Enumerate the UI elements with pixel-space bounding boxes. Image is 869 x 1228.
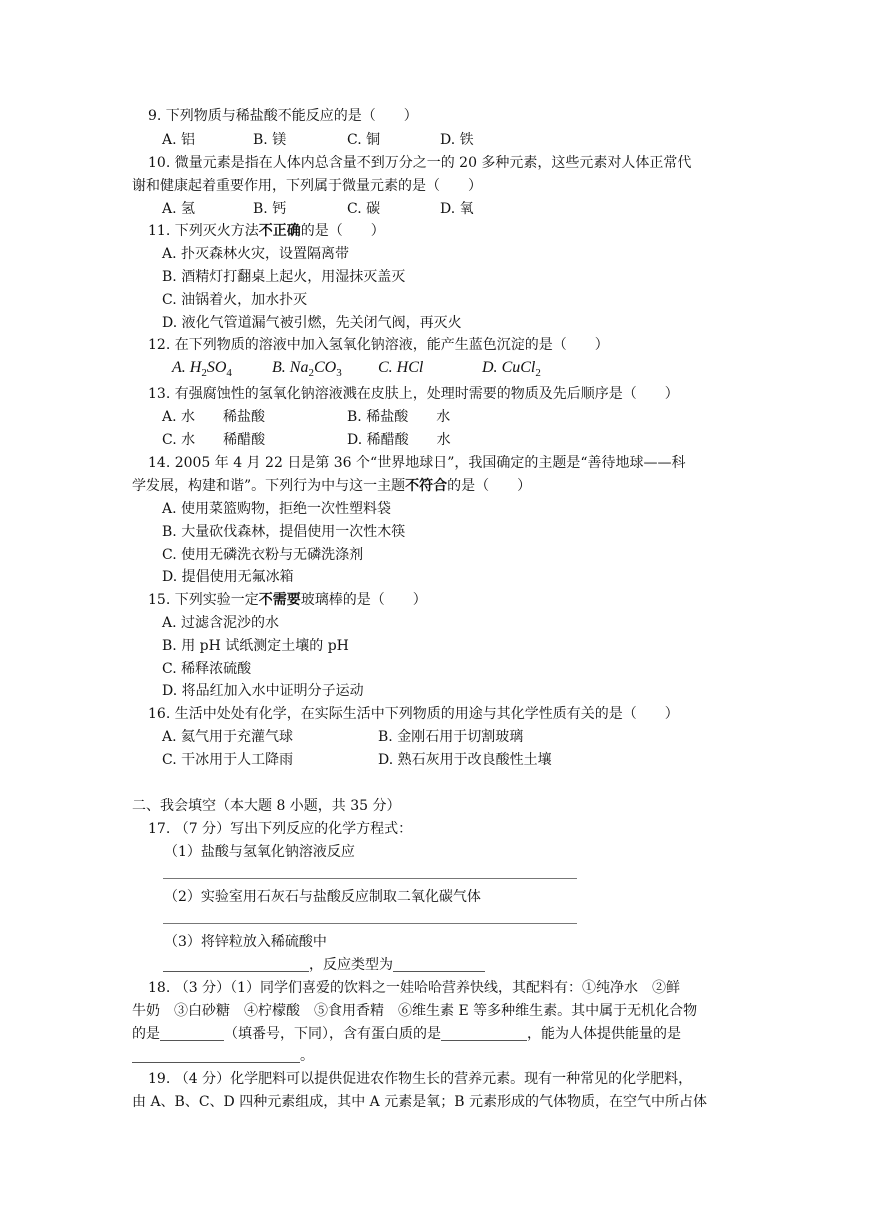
q12-option-d: D. CuCl$_2$ <box>482 359 541 379</box>
q12-option-a: A. $H_2SO_4$ <box>172 359 232 379</box>
q10-option-b: B. 钙 <box>253 201 287 217</box>
q17-stem: 17. （7 分）写出下列反应的化学方程式： <box>148 821 413 837</box>
q16-stem: 16. 生活中处处有化学，在实际生活中下列物质的用途与其化学性质有关的是（ ） <box>148 706 679 722</box>
q9-option-d: D. 铁 <box>440 132 474 148</box>
q13-option-d: D. 稀醋酸 水 <box>347 432 451 448</box>
q16-option-c: C. 干冰用于人工降雨 <box>162 752 294 768</box>
q15-emphasis: 不需要 <box>258 592 301 608</box>
q18-line3: 的是 （填番号，下同），含有蛋白质的是 ，能为人体提供能量的是 <box>132 1026 681 1042</box>
q17-equation-blank[interactable] <box>163 957 309 972</box>
q18-inorganic-blank[interactable] <box>160 1026 224 1041</box>
q18-protein-blank[interactable] <box>441 1026 527 1041</box>
q18-energy-blank[interactable] <box>132 1048 300 1063</box>
q13-option-c: C. 水 稀醋酸 <box>162 432 266 448</box>
q17-part2: （2）实验室用石灰石与盐酸反应制取二氧化碳气体 <box>164 889 481 905</box>
q12-option-b: B. $Na_2CO_3$ <box>272 359 342 379</box>
q14-option-b: B. 大量砍伐森林，提倡使用一次性木筷 <box>162 524 406 540</box>
q13-stem: 13. 有强腐蚀性的氢氧化钠溶液溅在皮肤上，处理时需要的物质及先后顺序是（ ） <box>148 386 679 402</box>
q17-answer-line-1[interactable] <box>163 878 577 879</box>
q15-option-b: B. 用 pH 试纸测定土壤的 pH <box>162 638 349 654</box>
q15-option-a: A. 过滤含泥沙的水 <box>162 615 280 631</box>
q14-option-d: D. 提倡使用无氟冰箱 <box>162 569 294 585</box>
q15-option-d: D. 将品红加入水中证明分子运动 <box>162 683 364 699</box>
q18-line1: 18. （3 分）（1）同学们喜爱的饮料之一娃哈哈营养快线，其配料有：①纯净水 ②鲜 <box>148 980 680 996</box>
q14-option-a: A. 使用菜篮购物，拒绝一次性塑料袋 <box>162 501 392 517</box>
q11-stem: 11. 下列灭火方法不正确的是（ ） <box>148 223 385 239</box>
q11-option-c: C. 油锅着火，加水扑灭 <box>162 292 308 308</box>
q18-line2: 牛奶 ③白砂糖 ④柠檬酸 ⑤食用香精 ⑥维生素 E 等多种维生素。其中属于无机化合物 <box>132 1003 698 1019</box>
q16-option-d: D. 熟石灰用于改良酸性土壤 <box>378 752 552 768</box>
q9-option-a: A. 铝 <box>162 132 196 148</box>
q14-emphasis: 不符合 <box>405 478 448 494</box>
q9-option-b: B. 镁 <box>253 132 287 148</box>
q9-stem: 9. 下列物质与稀盐酸不能反应的是（ ） <box>148 108 418 124</box>
q17-part3: （3）将锌粒放入稀硫酸中 <box>164 934 327 950</box>
q14-option-c: C. 使用无磷洗衣粉与无磷洗涤剂 <box>162 547 364 563</box>
q18-line4: 。 <box>132 1046 314 1066</box>
section2-title: 二、我会填空（本大题 8 小题，共 35 分） <box>132 798 401 814</box>
q12-option-c: C. HCl <box>378 359 424 376</box>
q13-option-b: B. 稀盐酸 水 <box>347 409 451 425</box>
q16-option-b: B. 金刚石用于切割玻璃 <box>378 729 524 745</box>
q17-part3-answer: ，反应类型为 <box>163 955 485 975</box>
q12-stem: 12. 在下列物质的溶液中加入氢氧化钠溶液，能产生蓝色沉淀的是（ ） <box>148 337 609 353</box>
q15-option-c: C. 稀释浓硫酸 <box>162 661 252 677</box>
q10-stem-line1: 10. 微量元素是指在人体内总含量不到万分之一的 20 多种元素，这些元素对人体正常代 <box>148 155 692 171</box>
q17-part1: （1）盐酸与氢氧化钠溶液反应 <box>164 844 355 860</box>
q14-stem-line2: 学发展，构建和谐”。下列行为中与这一主题不符合的是（ ） <box>132 478 532 494</box>
q10-option-a: A. 氢 <box>162 201 196 217</box>
q17-answer-line-2[interactable] <box>163 923 577 924</box>
q11-option-d: D. 液化气管道漏气被引燃，先关闭气阀，再灭火 <box>162 315 462 331</box>
q10-option-c: C. 碳 <box>347 201 381 217</box>
q10-option-d: D. 氧 <box>440 201 474 217</box>
q11-emphasis: 不正确 <box>258 223 301 239</box>
q11-option-a: A. 扑灭森林火灾，设置隔离带 <box>162 246 350 262</box>
q13-option-a: A. 水 稀盐酸 <box>162 409 266 425</box>
q9-option-c: C. 铜 <box>347 132 381 148</box>
q19-line2: 由 A、B、C、D 四种元素组成，其中 A 元素是氧；B 元素形成的气体物质，在空气中所占体 <box>132 1094 707 1110</box>
q16-option-a: A. 氦气用于充灌气球 <box>162 729 294 745</box>
q15-stem: 15. 下列实验一定不需要玻璃棒的是（ ） <box>148 592 427 608</box>
q11-option-b: B. 酒精灯打翻桌上起火，用湿抹灭盖灭 <box>162 269 406 285</box>
q19-line1: 19. （4 分）化学肥料可以提供促进农作物生长的营养元素。现有一种常见的化学肥料， <box>148 1071 693 1087</box>
q17-reaction-type-blank[interactable] <box>393 957 485 972</box>
q10-stem-line2: 谢和健康起着重要作用，下列属于微量元素的是（ ） <box>132 178 482 194</box>
q14-stem-line1: 14. 2005 年 4 月 22 日是第 36 个“世界地球日”，我国确定的主题是“善待地球——科 <box>148 455 686 471</box>
